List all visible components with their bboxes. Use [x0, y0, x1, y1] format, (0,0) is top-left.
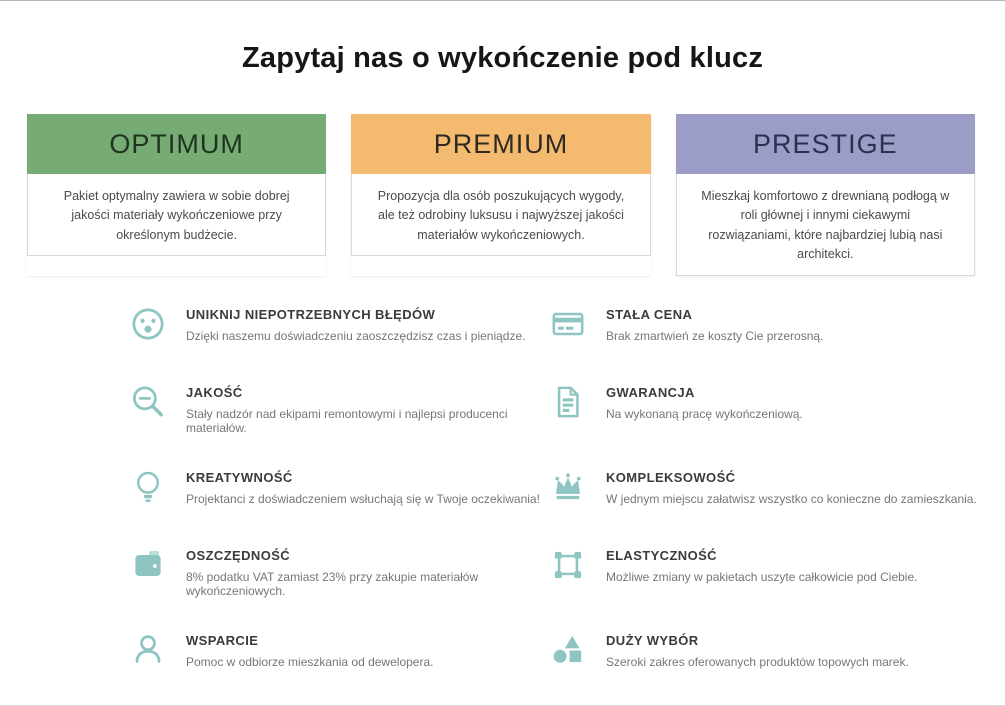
feature-title: GWARANCJA: [606, 384, 695, 400]
feature-title: KOMPLEKSOWOŚĆ: [606, 469, 736, 485]
feature-description: Brak zmartwień ze koszty Cie przerosną.: [606, 328, 824, 343]
feature-description: 8% podatku VAT zamiast 23% przy zakupie materiałów wykończeniowych.: [186, 569, 479, 598]
package-card-prestige: [676, 114, 975, 276]
feature-description: Na wykonaną pracę wykończeniową.: [606, 406, 803, 421]
feature-title: KREATYWNOŚĆ: [186, 469, 293, 485]
feature-stala-cena: [547, 303, 987, 350]
feature-title: UNIKNIJ NIEPOTRZEBNYCH BŁĘDÓW: [186, 306, 436, 322]
person-icon: [127, 629, 169, 671]
package-name: OPTIMUM: [109, 128, 244, 159]
feature-title: JAKOŚĆ: [186, 384, 243, 400]
feature-title: DUŻY WYBÓR: [606, 632, 699, 648]
feature-description: W jednym miejscu załatwisz wszystko co konieczne do zamieszkania.: [606, 491, 977, 506]
package-description: Pakiet optymalny zawiera w sobie dobrej jakości materiały wykończeniowe przy określonym budżecie.: [27, 174, 326, 256]
package-card-premium: [351, 114, 650, 276]
surprised-face-icon: [127, 303, 169, 345]
feature-elastycznosc: [547, 544, 987, 598]
credit-card-icon: [547, 303, 589, 345]
transform-square-icon: [547, 544, 589, 586]
feature-jakosc: [127, 381, 547, 435]
feature-title: OSZCZĘDNOŚĆ: [186, 547, 291, 563]
feature-oszczednosc: [127, 544, 547, 598]
feature-kreatywnosc: [127, 466, 547, 513]
feature-description: Możliwe zmiany w pakietach uszyte całkowicie pod Ciebie.: [606, 569, 918, 584]
shapes-icon: [547, 629, 589, 671]
package-description: Propozycja dla osób poszukujących wygody, ale też odrobiny luksusu i najwyższej jakości materiałów wykończeniowych.: [351, 174, 650, 256]
feature-title: STAŁA CENA: [606, 306, 693, 322]
crown-icon: [547, 466, 589, 508]
feature-title: WSPARCIE: [186, 632, 259, 648]
package-header-optimum: [27, 114, 326, 174]
document-icon: [547, 381, 589, 423]
zoom-out-magnifier-icon: [127, 381, 169, 423]
feature-description: Szeroki zakres oferowanych produktów topowych marek.: [606, 654, 909, 669]
package-header-prestige: [676, 114, 975, 174]
package-name: PREMIUM: [433, 128, 569, 159]
package-header-premium: [351, 114, 650, 174]
feature-description: Pomoc w odbiorze mieszkania od dewelopera.: [186, 654, 434, 669]
feature-duzy-wybor: [547, 629, 987, 676]
wallet-icon: [127, 544, 169, 586]
feature-uniknij-bledow: [127, 303, 547, 350]
lightbulb-icon: [127, 466, 169, 508]
feature-gwarancja: [547, 381, 987, 435]
feature-title: ELASTYCZNOŚĆ: [606, 547, 717, 563]
package-description: Mieszkaj komfortowo z drewnianą podłogą w roli głównej i innymi ciekawymi rozwiązaniami, które najbardziej lubią nasi architekci.: [676, 174, 975, 276]
feature-description: Dzięki naszemu doświadczeniu zaoszczędzisz czas i pieniądze.: [186, 328, 526, 343]
package-card-optimum: [27, 114, 326, 276]
package-cards-row: [27, 114, 975, 276]
feature-description: Stały nadzór nad ekipami remontowymi i najlepsi producenci materiałów.: [186, 406, 508, 435]
feature-description: Projektanci z doświadczeniem wsłuchają się w Twoje oczekiwania!: [186, 491, 540, 506]
feature-wsparcie: [127, 629, 547, 676]
package-name: PRESTIGE: [753, 128, 898, 159]
feature-kompleksowosc: [547, 466, 987, 513]
page-title: Zapytaj nas o wykończenie pod klucz: [241, 42, 764, 74]
features-grid: [127, 303, 1005, 676]
